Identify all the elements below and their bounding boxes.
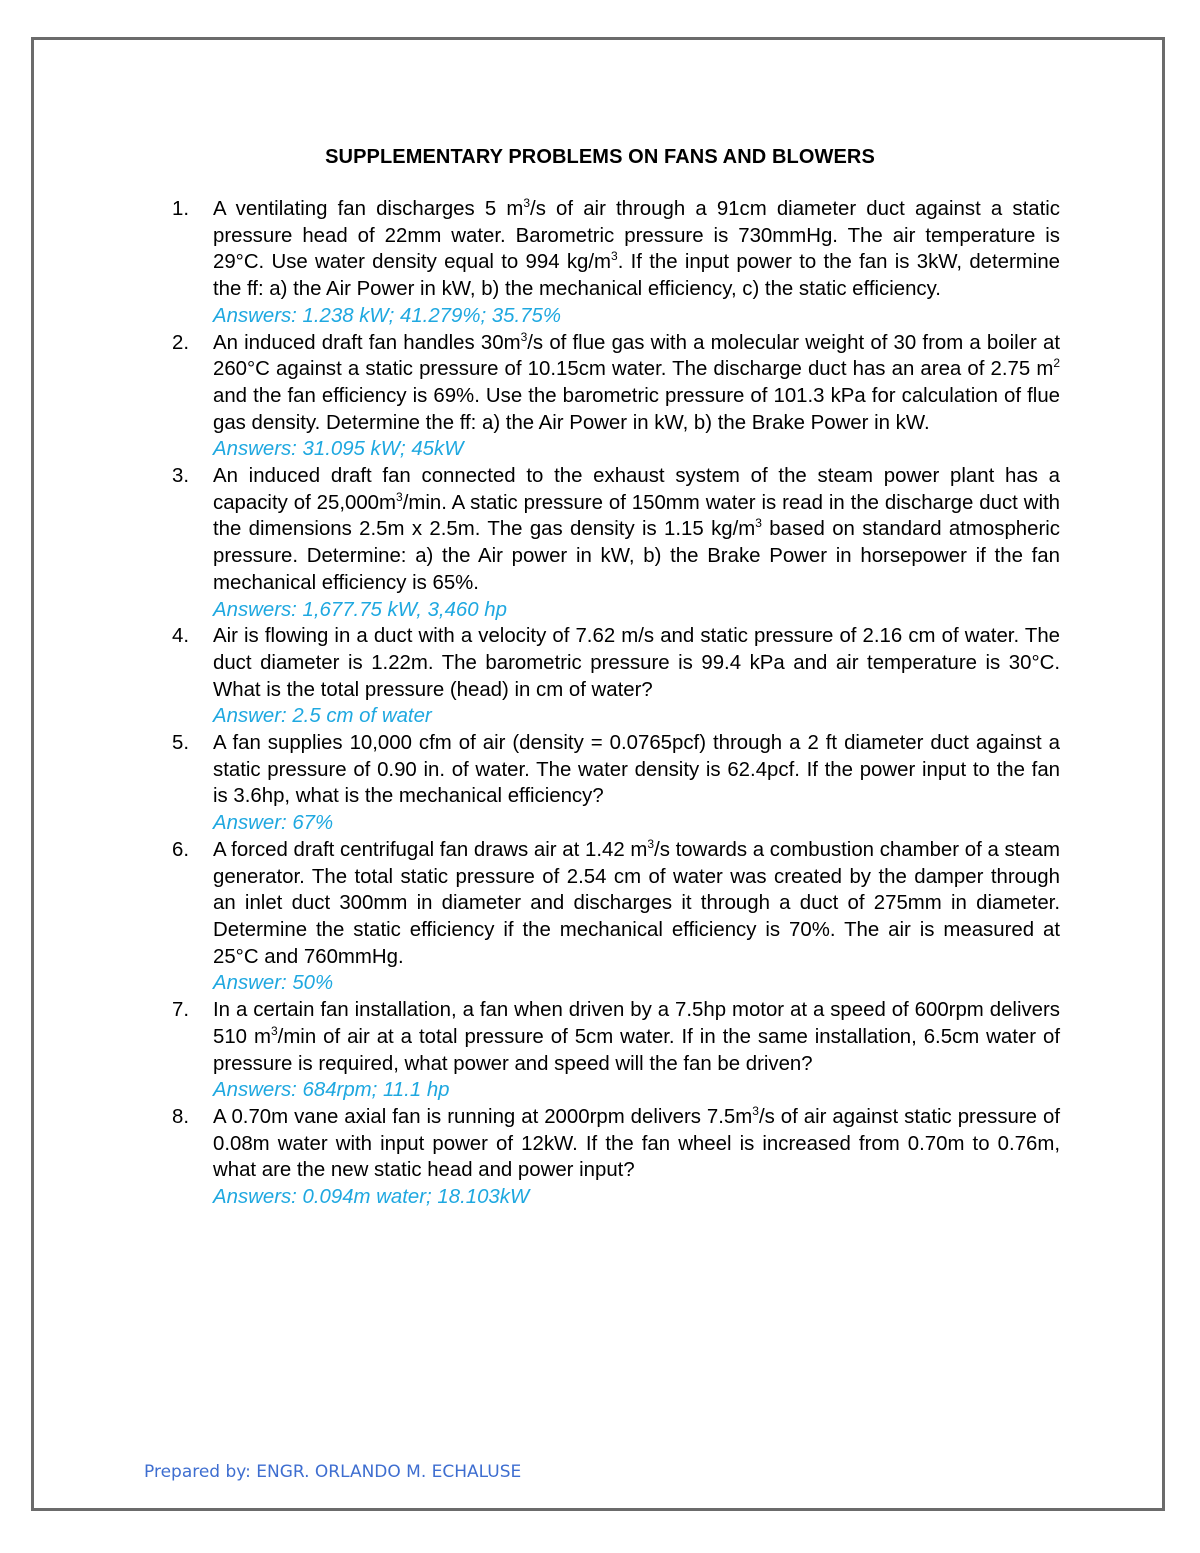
problem-item [172, 463, 1060, 623]
problem-number: 1. [172, 198, 190, 220]
problem-answer: Answers: 684rpm; 11.1 hp [213, 1079, 450, 1102]
problem-text: In a certain fan installation, a fan when driven by a 7.5hp motor at a speed of 600rpm delivers 510 $m^3/\min$ of air at a total pressure of 5cm water. If in the same installation, 6.5cm water of pressure is required, what power and speed will the fan be driven? [213, 999, 1060, 1075]
problem-item [172, 623, 1060, 730]
problem-text: An induced draft fan handles $30m^3/s$ of flue gas with a molecular weight of 30 from a boiler at 260°C against a static pressure of 10.15cm water. The discharge duct has an area of 2.75 $m^2$ and the fan efficiency is 69%. Use the barometric pressure of 101.3 kPa for calculation of flue gas density. Determine the ff: a) the Air Power in kW, b) the Brake Power in kW. [213, 329, 1061, 434]
problem-answer: Answers: 0.094m water; 18.103kW [213, 1186, 530, 1209]
footer-credit: Prepared by: ENGR. ORLANDO M. ECHALUSE [144, 1462, 522, 1482]
problem-answer: Answers: 1,677.75 kW, 3,460 hp [213, 598, 507, 621]
problem-number: 6. [172, 838, 190, 861]
problem-answer: Answers: 1.238 kW; 41.279%; 35.75% [213, 304, 561, 327]
problem-number: 4. [172, 625, 190, 648]
page-title: SUPPLEMENTARY PROBLEMS ON FANS AND BLOWERS [325, 146, 875, 168]
problem-text: Air is flowing in a duct with a velocity of 7.62 m/s and static pressure of 2.16 cm of water. The duct diameter is 1.22m. The barometric pressure is 99.4 kPa and air temperature is 30°C. What is the total pressure (head) in cm of water? [213, 625, 1060, 701]
problem-item [172, 997, 1060, 1104]
problem-answer: Answer: 50% [213, 972, 334, 995]
problem-item [172, 196, 1060, 330]
problem-number: 7. [172, 999, 190, 1022]
problem-item [172, 730, 1060, 837]
problem-text: A ventilating fan discharges 5 $m^3/s$ of air through a 91cm diameter duct against a static pressure head of 22mm water. Barometric pressure is 730mmHg. The air temperature is 29°C. Use water density equal to 994 $kg/m^3$. If the input power to the fan is 3kW, determine the ff: a) the Air Power in kW, b) the mechanical efficiency, c) the static efficiency. [213, 196, 1060, 301]
problem-text: A forced draft centrifugal fan draws air at 1.42 $m^3/s$ towards a combustion chamber of a steam generator. The total static pressure of 2.54 cm of water was created by the damper through an inlet duct 300mm in diameter and discharges it through a duct of 275mm in diameter. Determine the static efficiency if the mechanical efficiency is 70%. The air is measured at 25°C and 760mmHg. [213, 836, 1061, 968]
problem-number: 8. [172, 1105, 190, 1128]
problem-item [172, 837, 1060, 997]
problem-number: 3. [172, 465, 190, 488]
problem-answer: Answers: 31.095 kW; 45kW [213, 438, 464, 461]
problem-text: An induced draft fan connected to the exhaust system of the steam power plant has a capacity of $25,000m^3/\min$. A static pressure of 150mm water is read in the discharge duct with the dimensions 2.5m x 2.5m. The gas density is 1.15 $kg/m^3$ based on standard atmospheric pressure. Determine: a) the Air power in kW, b) the Brake Power in horsepower if the fan mechanical efficiency is 65%. [213, 465, 1060, 594]
problem-item [172, 330, 1060, 464]
problem-text: A fan supplies 10,000 cfm of air (density = 0.0765pcf) through a 2 ft diameter duct against a static pressure of 0.90 in. of water. The water density is 62.4pcf. If the power input to the fan is 3.6hp, what is the mechanical efficiency? [213, 732, 1060, 808]
problem-number: 2. [172, 331, 190, 354]
problem-answer: Answer: 67% [213, 812, 334, 835]
problem-answer: Answer: 2.5 cm of water [213, 705, 432, 728]
problem-item [172, 1104, 1060, 1211]
problem-text: A 0.70m vane axial fan is running at 2000rpm delivers $7.5m^3/s$ of air against static pressure of 0.08m water with input power of 12kW. If the fan wheel is increased from 0.70m to 0.76m, what are the new static head and power input? [213, 1103, 1061, 1182]
problem-number: 5. [172, 732, 190, 755]
problem-list [172, 196, 1060, 1211]
